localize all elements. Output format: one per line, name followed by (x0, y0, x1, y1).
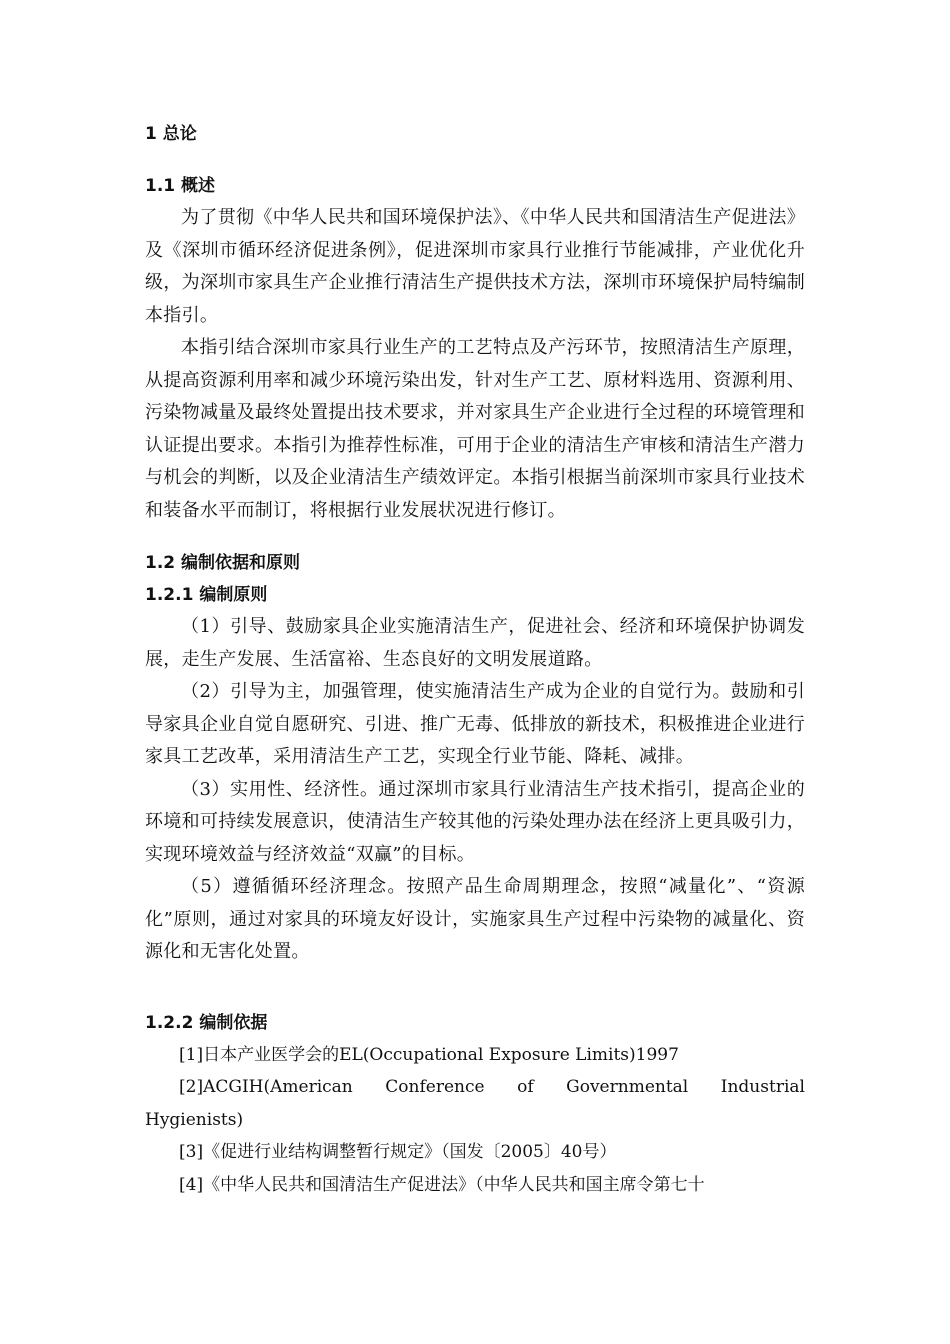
reference-2-word: [2]ACGIH(American (179, 1077, 353, 1097)
reference-1: [1]日本产业医学会的EL(Occupational Exposure Limits)1997 (179, 1044, 679, 1065)
reference-2-continued: Hygienists) (145, 1109, 244, 1130)
paragraph-overview-2: 本指引结合深圳市家具行业生产的工艺特点及产污环节，按照清洁生产原理，从提高资源利用率和减少环境污染出发，针对生产工艺、原材料选用、资源利用、污染物减量及最终处置提出技术要求，并对家具生产企业进行全过程的环境管理和认证提出要求。本指引为推荐性标准，可用于企业的清洁生产审核和清洁生产潜力与机会的判断，以及企业清洁生产绩效评定。本指引根据当前深圳市家具行业技术和装备水平而制订，将根据行业发展状况进行修订。 (145, 337, 805, 521)
reference-2-word: Industrial (720, 1077, 805, 1097)
heading-1-2-2: 1.2.2 编制依据 (145, 1012, 268, 1033)
principle-5: （5）遵循循环经济理念。按照产品生命周期理念，按照“减量化”、“资源化”原则，通过对家具的环境友好设计，实施家具生产过程中污染物的减量化、资源化和无害化处置。 (145, 876, 805, 962)
reference-3: [3]《促进行业结构调整暂行规定》（国发〔2005〕40号） (179, 1142, 617, 1162)
paragraph-overview-1: 为了贯彻《中华人民共和国环境保护法》、《中华人民共和国清洁生产促进法》及《深圳市循环经济促进条例》，促进深圳市家具行业推行节能减排，产业优化升级，为深圳市家具生产企业推行清洁生产提供技术方法，深圳市环境保护局特编制本指引。 (145, 207, 805, 326)
reference-2-word: Conference (385, 1077, 485, 1097)
principle-1: （1）引导、鼓励家具企业实施清洁生产，促进社会、经济和环境保护协调发展，走生产发展、生活富裕、生态良好的文明发展道路。 (145, 616, 805, 670)
heading-1-1: 1.1 概述 (145, 176, 216, 196)
heading-1: 1 总论 (145, 124, 197, 144)
reference-2-line (145, 1071, 805, 1104)
principle-3: （3）实用性、经济性。通过深圳市家具行业清洁生产技术指引，提高企业的环境和可持续发展意识，使清洁生产较其他的污染处理办法在经济上更具吸引力，实现环境效益与经济效益“双赢”的目标。 (145, 778, 805, 865)
reference-2-word: Governmental (566, 1077, 689, 1097)
document-page (145, 118, 805, 1201)
reference-4: [4]《中华人民共和国清洁生产促进法》（中华人民共和国主席令第七十 (179, 1174, 705, 1195)
heading-1-2-1: 1.2.1 编制原则 (145, 585, 268, 605)
principle-2: （2）引导为主，加强管理，使实施清洁生产成为企业的自觉行为。鼓励和引导家具企业自觉自愿研究、引进、推广无毒、低排放的新技术，积极推进企业进行家具工艺改革，采用清洁生产工艺，实现全行业节能、降耗、减排。 (145, 681, 805, 767)
heading-1-2: 1.2 编制依据和原则 (145, 553, 301, 573)
reference-2-word: of (517, 1077, 534, 1097)
